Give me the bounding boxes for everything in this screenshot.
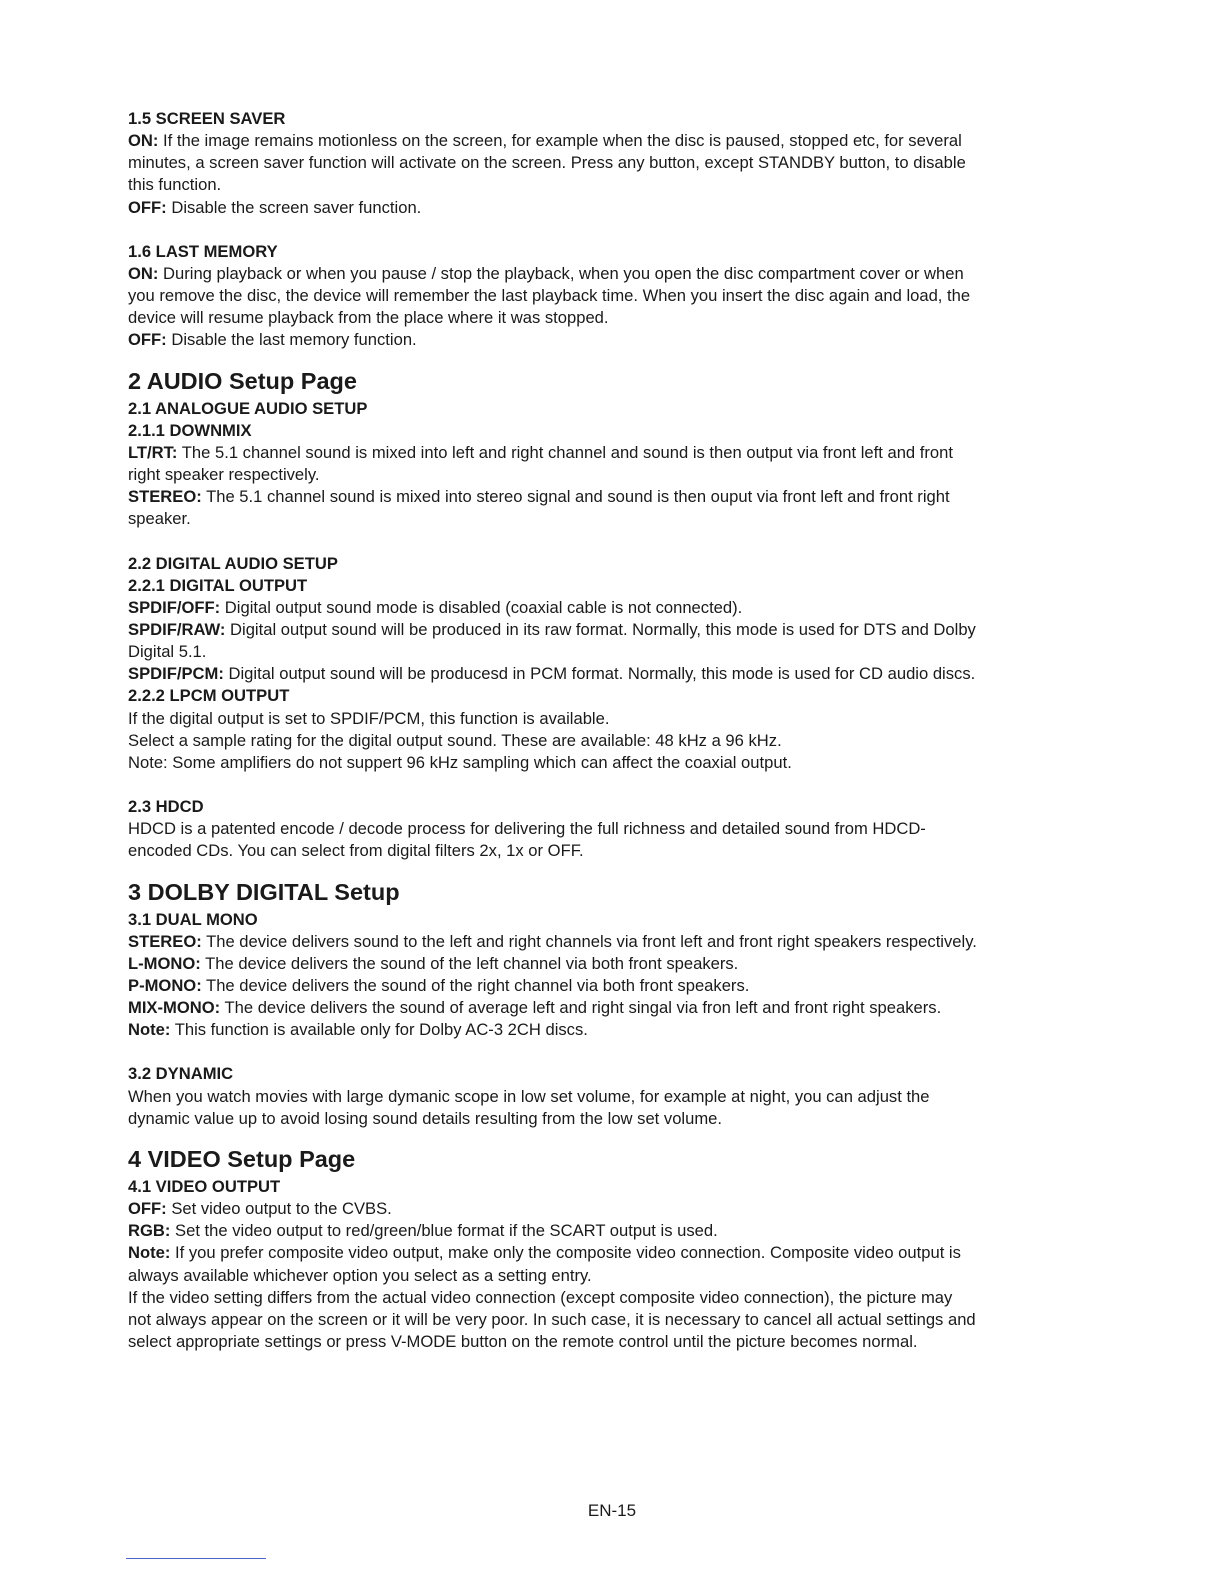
section-1-5-heading: 1.5 SCREEN SAVER <box>128 109 286 128</box>
section-3-1-heading: 3.1 DUAL MONO <box>128 909 258 929</box>
ltrt-text-line: right speaker respectively. <box>128 465 320 485</box>
video-paragraph-line: not always appear on the screen or it will be very poor. In such case, it is necessary to cancel all actual settings and <box>128 1309 976 1329</box>
page-number: EN-15 <box>587 1501 637 1520</box>
screen-saver-on-paragraph <box>128 130 1078 152</box>
rgb-paragraph <box>128 1220 1078 1242</box>
l-mono-label: L-MONO: <box>128 953 201 973</box>
spdif-pcm-label: SPDIF/PCM: <box>128 664 224 684</box>
mix-mono-label: MIX-MONO: <box>128 998 221 1018</box>
l-mono-paragraph <box>128 953 1078 975</box>
last-memory-on-paragraph <box>128 263 1078 285</box>
section-2-title: 2 AUDIO Setup Page <box>128 367 357 394</box>
last-memory-on-text-line: you remove the disc, the device will remember the last playback time. When you insert the disc again and load, the <box>128 286 971 306</box>
p-mono-paragraph <box>128 975 1078 997</box>
section-2-3-heading: 2.3 HDCD <box>128 797 204 817</box>
lpcm-text-line: Select a sample rating for the digital output sound. These are available: 48 kHz a 96 kHz. <box>128 730 782 750</box>
ltrt-text: The 5.1 channel sound is mixed into left and right channel and sound is then output via front left and front <box>177 442 953 462</box>
manual-page <box>128 108 1078 1353</box>
section-3-2-heading: 3.2 DYNAMIC <box>128 1064 234 1084</box>
screen-saver-on-text-line: minutes, a screen saver function will activate on the screen. Press any button, except STANDBY button, to disable <box>128 153 966 173</box>
last-memory-on-text-line: device will resume playback from the place where it was stopped. <box>128 308 609 328</box>
spdif-raw-text-line: Digital 5.1. <box>128 642 207 662</box>
dual-mono-note-text: This function is available only for Dolby AC-3 2CH discs. <box>170 1020 588 1040</box>
section-1-6-heading: 1.6 LAST MEMORY <box>128 241 278 261</box>
screen-saver-on-text-line: this function. <box>128 175 222 195</box>
spdif-raw-paragraph <box>128 619 1078 641</box>
spdif-off-text: Digital output sound mode is disabled (coaxial cable is not connected). <box>220 597 743 617</box>
screen-saver-on-text: If the image remains motionless on the screen, for example when the disc is paused, stopped etc, for several <box>158 131 962 151</box>
video-off-paragraph <box>128 1198 1078 1220</box>
video-note-text-line: always available whichever option you select as a setting entry. <box>128 1265 592 1285</box>
p-mono-text: The device delivers the sound of the right channel via both front speakers. <box>201 976 750 995</box>
dynamic-text-line: When you watch movies with large dymanic scope in low set volume, for example at night, you can adjust the <box>128 1086 930 1106</box>
note-label: Note: <box>128 1243 171 1263</box>
last-memory-on-text: During playback or when you pause / stop the playback, when you open the disc compartment cover or when <box>158 263 964 283</box>
stereo-text-line: speaker. <box>128 509 191 529</box>
hdcd-text-line: HDCD is a patented encode / decode process for delivering the full richness and detailed sound from HDCD- <box>128 819 926 839</box>
p-mono-label: P-MONO: <box>128 976 202 995</box>
dual-stereo-paragraph <box>128 931 1078 953</box>
section-2-2-2-heading: 2.2.2 LPCM OUTPUT <box>128 686 290 706</box>
l-mono-text: The device delivers the sound of the left channel via both front speakers. <box>200 953 739 973</box>
off-label: OFF: <box>128 197 167 217</box>
screen-saver-off-paragraph <box>128 197 1078 219</box>
note-label: Note: <box>128 1020 171 1040</box>
dynamic-text-line: dynamic value up to avoid losing sound details resulting from the low set volume. <box>128 1108 723 1128</box>
last-memory-off-paragraph <box>128 329 1078 351</box>
section-4-1-heading: 4.1 VIDEO OUTPUT <box>128 1176 281 1196</box>
last-memory-off-text: Disable the last memory function. <box>166 330 417 350</box>
spdif-raw-label: SPDIF/RAW: <box>128 619 226 639</box>
off-label: OFF: <box>128 330 167 350</box>
section-2-2-1-heading: 2.2.1 DIGITAL OUTPUT <box>128 575 308 595</box>
dual-mono-note-paragraph <box>128 1019 1078 1041</box>
stereo-paragraph <box>128 486 1078 508</box>
on-label: ON: <box>128 263 159 283</box>
on-label: ON: <box>128 131 159 151</box>
section-3-title: 3 DOLBY DIGITAL Setup <box>128 878 400 905</box>
spdif-off-paragraph <box>128 597 1078 619</box>
video-off-text: Set video output to the CVBS. <box>166 1199 392 1219</box>
spdif-pcm-paragraph <box>128 663 1078 685</box>
dual-stereo-text: The device delivers sound to the left and right channels via front left and front right speakers respectively. <box>201 931 977 951</box>
mix-mono-text: The device delivers the sound of average left and right singal via fron left and front right speakers. <box>220 998 942 1018</box>
ltrt-paragraph <box>128 442 1078 464</box>
rgb-text: Set the video output to red/green/blue format if the SCART output is used. <box>170 1221 718 1241</box>
footer-rule <box>126 1558 266 1559</box>
spdif-raw-text: Digital output sound will be produced in its raw format. Normally, this mode is used for DTS and Dolby <box>225 619 976 639</box>
ltrt-label: LT/RT: <box>128 442 178 462</box>
spdif-off-label: SPDIF/OFF: <box>128 597 221 617</box>
hdcd-text-line: encoded CDs. You can select from digital filters 2x, 1x or OFF. <box>128 841 584 861</box>
video-note-text: If you prefer composite video output, make only the composite video connection. Composite video output is <box>170 1243 961 1263</box>
off-label: OFF: <box>128 1199 167 1219</box>
section-4-title: 4 VIDEO Setup Page <box>128 1145 356 1172</box>
spdif-pcm-text: Digital output sound will be producesd in PCM format. Normally, this mode is used for CD audio discs. <box>223 664 976 684</box>
video-note-paragraph <box>128 1242 1078 1264</box>
rgb-label: RGB: <box>128 1221 171 1241</box>
stereo-label: STEREO: <box>128 931 202 951</box>
section-2-2-heading: 2.2 DIGITAL AUDIO SETUP <box>128 553 338 573</box>
section-2-1-1-heading: 2.1.1 DOWNMIX <box>128 420 252 440</box>
screen-saver-off-text: Disable the screen saver function. <box>166 197 422 217</box>
video-paragraph-line: select appropriate settings or press V-MODE button on the remote control until the picture becomes normal. <box>128 1332 918 1352</box>
lpcm-text-line: If the digital output is set to SPDIF/PCM, this function is available. <box>128 708 610 728</box>
video-paragraph-line: If the video setting differs from the actual video connection (except composite video connection), the picture may <box>128 1287 953 1307</box>
mix-mono-paragraph <box>128 997 1078 1019</box>
stereo-text: The 5.1 channel sound is mixed into stereo signal and sound is then ouput via front left and front right <box>201 487 950 507</box>
stereo-label: STEREO: <box>128 487 202 507</box>
lpcm-text-line: Note: Some amplifiers do not suppert 96 kHz sampling which can affect the coaxial output. <box>128 752 792 772</box>
section-2-1-heading: 2.1 ANALOGUE AUDIO SETUP <box>128 398 368 418</box>
